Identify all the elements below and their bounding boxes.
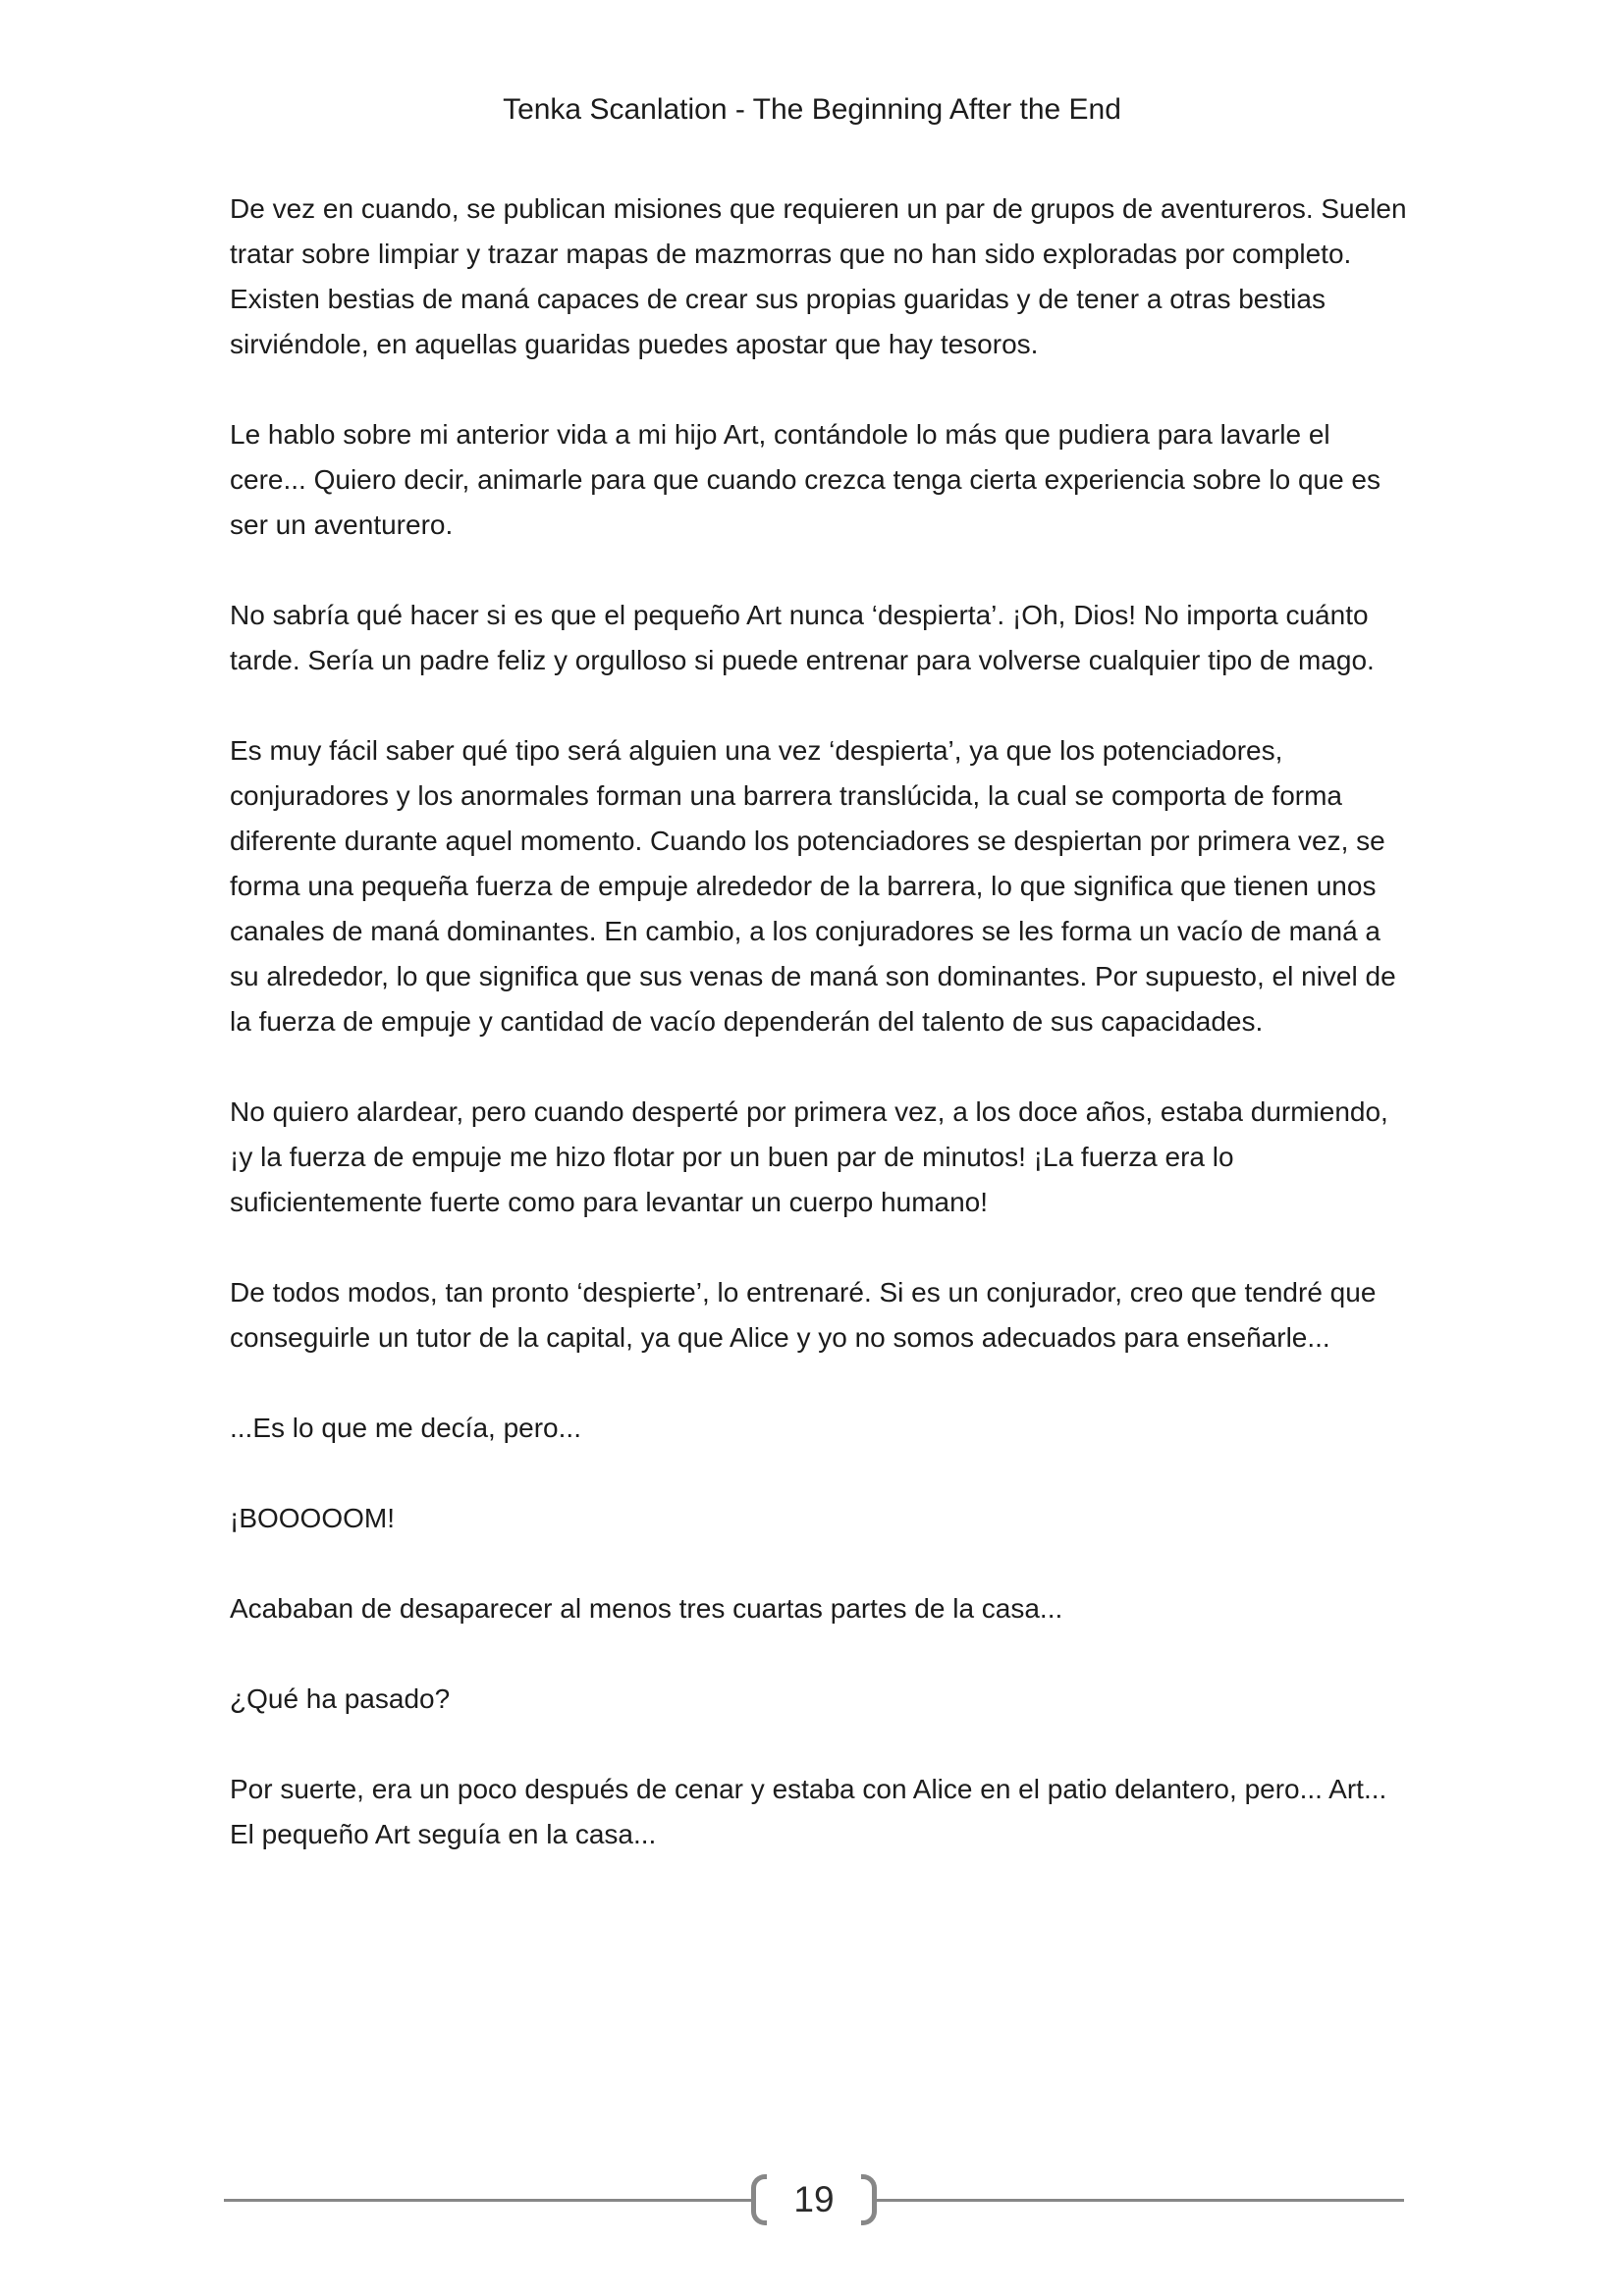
footer-rule-right <box>877 2199 1404 2202</box>
paragraph: Acababan de desaparecer al menos tres cuartas partes de la casa... <box>230 1593 1063 1624</box>
paragraph: De todos modos, tan pronto ‘despierte’, lo entrenaré. Si es un conjurador, creo que tendré que conseguirle un tutor de la capital, ya que Alice y yo no somos adecuados para enseñarle... <box>230 1277 1377 1353</box>
page-number: 19 <box>793 2179 835 2219</box>
paragraph: Le hablo sobre mi anterior vida a mi hijo Art, contándole lo más que pudiera para lavarle el cere... Quiero decir, animarle para que cuando crezca tenga cierta experiencia sobre lo que es ser un aventurero. <box>230 419 1381 540</box>
paragraph: No quiero alardear, pero cuando desperté por primera vez, a los doce años, estaba durmiendo, ¡y la fuerza de empuje me hizo flotar por un buen par de minutos! ¡La fuerza era lo suficientemente fuerte como para levantar un cuerpo humano! <box>230 1096 1388 1217</box>
paragraph: ¿Qué ha pasado? <box>230 1683 451 1714</box>
page-number-bracket-left-icon <box>751 2174 767 2225</box>
paragraph: No sabría qué hacer si es que el pequeño Art nunca ‘despierta’. ¡Oh, Dios! No importa cuánto tarde. Sería un padre feliz y orgulloso si puede entrenar para volverse cualquier tipo de mago. <box>230 600 1375 675</box>
paragraph: De vez en cuando, se publican misiones que requieren un par de grupos de aventureros. Suelen tratar sobre limpiar y trazar mapas de mazmorras que no han sido exploradas por completo. Existen bestias de maná capaces de crear sus propias guaridas y de tener a otras bestias sirviéndole, en aquellas guaridas puedes apostar que hay tesoros. <box>230 193 1407 359</box>
footer-rule-left <box>224 2199 751 2202</box>
paragraph: ...Es lo que me decía, pero... <box>230 1413 581 1443</box>
page-footer <box>224 2171 1404 2228</box>
paragraph: Por suerte, era un poco después de cenar y estaba con Alice en el patio delantero, pero... Art... El pequeño Art seguía en la casa... <box>230 1774 1387 1849</box>
paragraph: ¡BOOOOOM! <box>230 1503 395 1533</box>
page-number-bracket-right-icon <box>861 2174 877 2225</box>
paragraph: Es muy fácil saber qué tipo será alguien una vez ‘despierta’, ya que los potenciadores, conjuradores y los anormales forman una barrera translúcida, la cual se comporta de forma diferente durante aquel momento. Cuando los potenciadores se despiertan por primera vez, se forma una pequeña fuerza de empuje alrededor de la barrera, lo que significa que tienen unos canales de maná dominantes. En cambio, a los conjuradores se les forma un vacío de maná a su alrededor, lo que significa que sus venas de maná son dominantes. Por supuesto, el nivel de la fuerza de empuje y cantidad de vacío dependerán del talento de sus capacidades. <box>230 735 1396 1037</box>
page-header-title: Tenka Scanlation - The Beginning After the End <box>503 93 1121 126</box>
body-text <box>230 187 1408 1902</box>
